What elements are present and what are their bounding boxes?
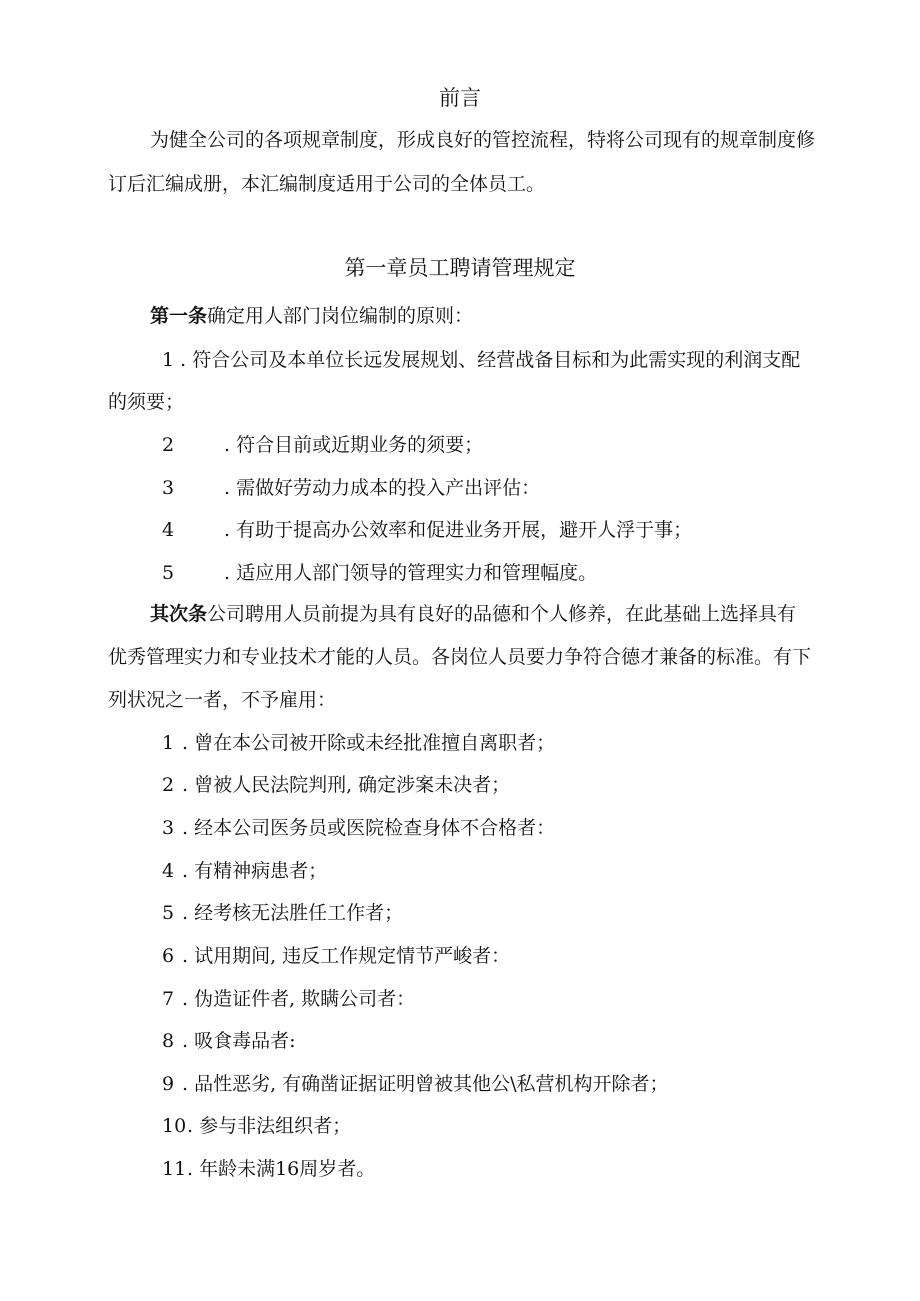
item-text: . 曾在本公司被开除或未经批准擅自离职者； — [182, 732, 556, 754]
article-2-item-7 — [162, 987, 415, 1011]
article-2 — [150, 602, 796, 626]
item-number: 7 — [162, 988, 175, 1010]
article-1-item-3 — [162, 476, 540, 500]
item-text: . 有助于提高办公效率和促进业务开展，避开人浮于事； — [224, 519, 693, 541]
article-2-item-1 — [162, 731, 555, 755]
item-text: . 经本公司医务员或医院检查身体不合格者： — [182, 817, 556, 839]
item-number: 1 — [162, 732, 175, 754]
article-1-item-4 — [162, 518, 692, 542]
item-number: 1 — [162, 349, 175, 371]
item-text: . 伪造证件者, 欺瞒公司者： — [182, 988, 416, 1010]
article-2-label: 其次条 — [150, 603, 208, 625]
item-text: . 试用期间, 违反工作规定情节严峻者： — [182, 945, 511, 967]
item-number: 10 — [162, 1115, 187, 1137]
item-number: 4 — [162, 860, 175, 882]
item-number: 6 — [162, 945, 175, 967]
article-2-item-4 — [162, 859, 327, 883]
item-text: . 适应用人部门领导的管理实力和管理幅度。 — [224, 562, 598, 584]
item-text: . 符合公司及本单位长远发展规划、经营战备目标和为此需实现的利润支配 — [180, 349, 801, 371]
article-2-item-6 — [162, 944, 510, 968]
item-text: . 品性恶劣, 有确凿证据证明曾被其他公\私营机构开除者； — [182, 1073, 669, 1095]
item-text: . 需做好劳动力成本的投入产出评估： — [224, 477, 541, 499]
article-1-item-1-cont: 的须要； — [108, 391, 185, 413]
item-text: . 吸食毒品者: — [182, 1030, 296, 1052]
article-2-item-11 — [162, 1157, 375, 1181]
article-2-item-9 — [162, 1072, 669, 1096]
preface-title: 前言 — [439, 86, 481, 110]
item-number: 3 — [162, 817, 175, 839]
article-2-item-2 — [162, 773, 510, 797]
item-text: . 曾被人民法院判刑, 确定涉案未决者； — [182, 774, 511, 796]
article-2-item-5 — [162, 901, 403, 925]
item-number: 5 — [162, 562, 175, 584]
item-text: . 参与非法组织者； — [187, 1115, 352, 1137]
preface-line-1: 为健全公司的各项规章制度，形成良好的管控流程，特将公司现有的规章制度修 — [150, 129, 816, 151]
article-1-item-1 — [162, 348, 800, 372]
article-2-line-2: 优秀管理实力和专业技术才能的人员。各岗位人员要力争符合德才兼备的标准。有下 — [108, 646, 812, 668]
article-2-line-3: 列状况之一者，不予雇用： — [108, 689, 337, 711]
article-1-item-5 — [162, 561, 597, 585]
item-text: . 有精神病患者； — [182, 860, 328, 882]
item-text: . 经考核无法胜任工作者； — [182, 902, 404, 924]
article-1 — [150, 304, 473, 328]
item-text: . 年龄未满16周岁者。 — [187, 1158, 376, 1180]
item-number: 2 — [162, 774, 175, 796]
item-text: . 符合目前或近期业务的须要； — [224, 434, 484, 456]
article-2-item-10 — [162, 1114, 351, 1138]
item-number: 4 — [162, 519, 175, 541]
article-2-text: 公司聘用人员前提为具有良好的品德和个人修养，在此基础上选择具有 — [207, 603, 797, 625]
article-1-label: 第一条 — [150, 305, 208, 327]
item-number: 9 — [162, 1073, 175, 1095]
item-number: 2 — [162, 434, 175, 456]
chapter-title: 第一章员工聘请管理规定 — [344, 256, 576, 280]
item-number: 5 — [162, 902, 175, 924]
item-number: 3 — [162, 477, 175, 499]
article-1-text: 确定用人部门岗位编制的原则： — [207, 305, 474, 327]
item-number: 11 — [162, 1158, 187, 1180]
article-2-item-3 — [162, 816, 555, 840]
preface-line-2: 订后汇编成册，本汇编制度适用于公司的全体员工。 — [108, 173, 546, 195]
article-1-item-2 — [162, 433, 483, 457]
item-number: 8 — [162, 1030, 175, 1052]
article-2-item-8 — [162, 1029, 295, 1053]
